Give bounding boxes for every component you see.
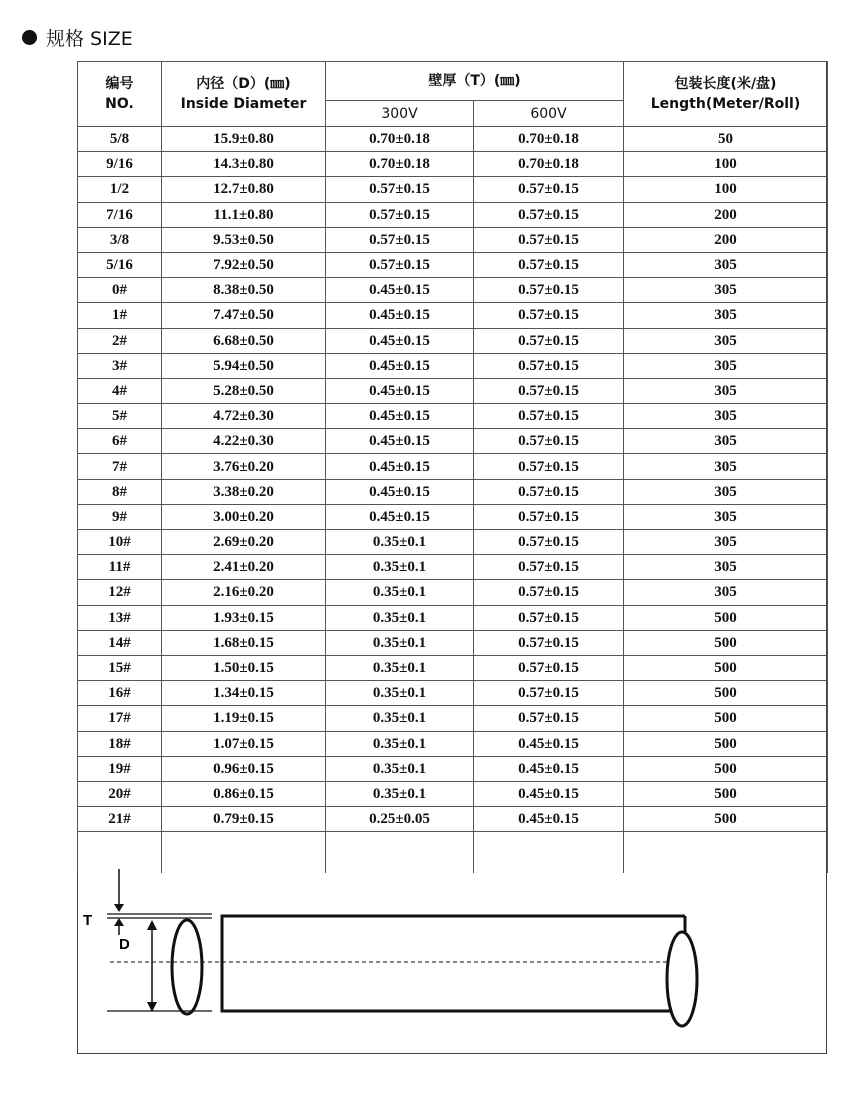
cell-length: 500 <box>624 781 828 806</box>
d-arrow-top <box>147 920 157 930</box>
table-row <box>78 555 828 580</box>
cell-no: 20# <box>78 781 162 806</box>
cell-length: 305 <box>624 303 828 328</box>
cell-no: 6# <box>78 429 162 454</box>
cell-wall-600v: 0.57±0.15 <box>474 404 624 429</box>
label-t: T <box>83 912 93 929</box>
cell-inside-diameter: 1.50±0.15 <box>162 655 326 680</box>
cell-no: 1# <box>78 303 162 328</box>
header-len-cn: 包装长度(米/盘) <box>674 76 777 92</box>
cell-length: 305 <box>624 278 828 303</box>
cell-length: 200 <box>624 202 828 227</box>
cell-wall-600v: 0.57±0.15 <box>474 353 624 378</box>
cell-wall-300v: 0.57±0.15 <box>326 252 474 277</box>
cell-inside-diameter: 0.79±0.15 <box>162 807 326 832</box>
cell-inside-diameter: 2.16±0.20 <box>162 580 326 605</box>
cell-no: 17# <box>78 706 162 731</box>
table-row <box>78 404 828 429</box>
cell-wall-600v: 0.57±0.15 <box>474 555 624 580</box>
table-row <box>78 429 828 454</box>
cell-no: 7# <box>78 454 162 479</box>
table-row <box>78 630 828 655</box>
cell-inside-diameter: 1.68±0.15 <box>162 630 326 655</box>
cell-no: 21# <box>78 807 162 832</box>
table-row <box>78 756 828 781</box>
cell-wall-600v: 0.57±0.15 <box>474 177 624 202</box>
cell-length: 500 <box>624 706 828 731</box>
cell-wall-300v: 0.35±0.1 <box>326 530 474 555</box>
cell-inside-diameter: 1.07±0.15 <box>162 731 326 756</box>
cell-no: 16# <box>78 681 162 706</box>
header-no <box>78 62 162 127</box>
cell-no: 3/8 <box>78 227 162 252</box>
cell-wall-600v: 0.45±0.15 <box>474 756 624 781</box>
header-wall-600v: 600V <box>474 101 624 127</box>
cell-wall-600v: 0.57±0.15 <box>474 202 624 227</box>
cell-length: 200 <box>624 227 828 252</box>
cell-inside-diameter: 4.72±0.30 <box>162 404 326 429</box>
cell-wall-300v: 0.45±0.15 <box>326 404 474 429</box>
cell-wall-600v: 0.57±0.15 <box>474 605 624 630</box>
table-row <box>78 655 828 680</box>
section-title <box>22 24 133 51</box>
cell-no: 14# <box>78 630 162 655</box>
table-row <box>78 127 828 152</box>
cell-wall-300v: 0.45±0.15 <box>326 454 474 479</box>
cell-no: 10# <box>78 530 162 555</box>
cell-length: 305 <box>624 504 828 529</box>
cell-no: 18# <box>78 731 162 756</box>
cell-wall-300v: 0.70±0.18 <box>326 152 474 177</box>
cell-no: 12# <box>78 580 162 605</box>
cell-inside-diameter: 2.41±0.20 <box>162 555 326 580</box>
table-row <box>78 202 828 227</box>
cell-length: 50 <box>624 127 828 152</box>
header-len-en: Length(Meter/Roll) <box>650 96 801 112</box>
cell-inside-diameter: 1.93±0.15 <box>162 605 326 630</box>
table-body <box>78 127 828 874</box>
cell-wall-300v: 0.45±0.15 <box>326 429 474 454</box>
cell-length: 100 <box>624 152 828 177</box>
cell-wall-300v: 0.57±0.15 <box>326 227 474 252</box>
table-row <box>78 303 828 328</box>
bullet-icon <box>22 30 37 45</box>
cell-no: 1/2 <box>78 177 162 202</box>
cell-wall-600v: 0.45±0.15 <box>474 807 624 832</box>
cell-wall-300v: 0.57±0.15 <box>326 202 474 227</box>
cell-no: 7/16 <box>78 202 162 227</box>
header-id-en: Inside Diameter <box>180 96 307 112</box>
table-row <box>78 504 828 529</box>
cell-wall-300v: 0.57±0.15 <box>326 177 474 202</box>
table-row <box>78 252 828 277</box>
cell-length: 500 <box>624 731 828 756</box>
t-arrow-up-head <box>114 918 124 926</box>
cell-length: 305 <box>624 479 828 504</box>
cell-length: 305 <box>624 530 828 555</box>
cell-no: 9/16 <box>78 152 162 177</box>
cell-inside-diameter: 1.19±0.15 <box>162 706 326 731</box>
header-id-cn: 内径（D）(㎜) <box>196 76 291 92</box>
cell-no: 5# <box>78 404 162 429</box>
cell-inside-diameter: 9.53±0.50 <box>162 227 326 252</box>
cell-wall-600v: 0.70±0.18 <box>474 127 624 152</box>
tube-diagram <box>77 857 827 1054</box>
table-row <box>78 731 828 756</box>
cell-inside-diameter: 2.69±0.20 <box>162 530 326 555</box>
header-inside-diameter <box>162 62 326 127</box>
cell-length: 305 <box>624 580 828 605</box>
cell-wall-300v: 0.70±0.18 <box>326 127 474 152</box>
cell-wall-600v: 0.57±0.15 <box>474 530 624 555</box>
cell-length: 100 <box>624 177 828 202</box>
cell-inside-diameter: 3.00±0.20 <box>162 504 326 529</box>
cell-length: 305 <box>624 328 828 353</box>
cell-inside-diameter: 11.1±0.80 <box>162 202 326 227</box>
cell-no: 2# <box>78 328 162 353</box>
header-no-en: NO. <box>105 96 134 112</box>
cell-wall-300v: 0.45±0.15 <box>326 378 474 403</box>
cell-wall-600v: 0.70±0.18 <box>474 152 624 177</box>
cell-wall-300v: 0.45±0.15 <box>326 504 474 529</box>
cell-inside-diameter: 7.92±0.50 <box>162 252 326 277</box>
cell-inside-diameter: 15.9±0.80 <box>162 127 326 152</box>
label-d: D <box>119 936 130 953</box>
table-row <box>78 278 828 303</box>
cell-length: 500 <box>624 605 828 630</box>
cell-length: 500 <box>624 630 828 655</box>
header-length <box>624 62 828 127</box>
cell-wall-300v: 0.35±0.1 <box>326 580 474 605</box>
cell-wall-300v: 0.25±0.05 <box>326 807 474 832</box>
tube-body <box>222 916 685 1011</box>
cell-length: 305 <box>624 429 828 454</box>
cell-inside-diameter: 5.94±0.50 <box>162 353 326 378</box>
cell-wall-600v: 0.57±0.15 <box>474 454 624 479</box>
cell-wall-600v: 0.57±0.15 <box>474 580 624 605</box>
table-row <box>78 781 828 806</box>
table-row <box>78 378 828 403</box>
cell-wall-600v: 0.57±0.15 <box>474 303 624 328</box>
cell-length: 305 <box>624 378 828 403</box>
table-row <box>78 454 828 479</box>
header-wall-300v: 300V <box>326 101 474 127</box>
cell-inside-diameter: 7.47±0.50 <box>162 303 326 328</box>
cell-inside-diameter: 6.68±0.50 <box>162 328 326 353</box>
cell-wall-600v: 0.57±0.15 <box>474 681 624 706</box>
cell-wall-600v: 0.57±0.15 <box>474 227 624 252</box>
cell-wall-600v: 0.45±0.15 <box>474 731 624 756</box>
section-title-text: 规格 SIZE <box>46 28 133 50</box>
table-row <box>78 177 828 202</box>
table-row <box>78 152 828 177</box>
cell-wall-300v: 0.35±0.1 <box>326 605 474 630</box>
cell-wall-300v: 0.45±0.15 <box>326 328 474 353</box>
cell-wall-300v: 0.45±0.15 <box>326 353 474 378</box>
table-row <box>78 580 828 605</box>
cell-inside-diameter: 4.22±0.30 <box>162 429 326 454</box>
cell-wall-300v: 0.35±0.1 <box>326 630 474 655</box>
cell-inside-diameter: 1.34±0.15 <box>162 681 326 706</box>
tube-diagram-svg <box>77 857 827 1054</box>
cell-no: 9# <box>78 504 162 529</box>
cell-inside-diameter: 12.7±0.80 <box>162 177 326 202</box>
cell-wall-300v: 0.35±0.1 <box>326 706 474 731</box>
cell-no: 11# <box>78 555 162 580</box>
cell-inside-diameter: 3.76±0.20 <box>162 454 326 479</box>
cell-wall-300v: 0.45±0.15 <box>326 278 474 303</box>
cell-wall-300v: 0.35±0.1 <box>326 681 474 706</box>
cell-wall-300v: 0.35±0.1 <box>326 781 474 806</box>
cell-length: 500 <box>624 681 828 706</box>
cell-wall-600v: 0.57±0.15 <box>474 278 624 303</box>
cell-inside-diameter: 0.96±0.15 <box>162 756 326 781</box>
cell-inside-diameter: 0.86±0.15 <box>162 781 326 806</box>
cell-no: 4# <box>78 378 162 403</box>
cell-wall-600v: 0.57±0.15 <box>474 655 624 680</box>
header-wall: 壁厚（T）(㎜) <box>326 62 624 101</box>
cell-length: 305 <box>624 404 828 429</box>
cell-inside-diameter: 5.28±0.50 <box>162 378 326 403</box>
cell-length: 305 <box>624 353 828 378</box>
cell-wall-300v: 0.35±0.1 <box>326 731 474 756</box>
cell-no: 5/16 <box>78 252 162 277</box>
cell-length: 305 <box>624 454 828 479</box>
tube-left-end <box>172 920 202 1014</box>
cell-length: 305 <box>624 555 828 580</box>
table-row <box>78 706 828 731</box>
cell-length: 305 <box>624 252 828 277</box>
t-arrow-head <box>114 904 124 912</box>
table-row <box>78 530 828 555</box>
table-row <box>78 807 828 832</box>
cell-no: 3# <box>78 353 162 378</box>
cell-wall-600v: 0.57±0.15 <box>474 328 624 353</box>
cell-wall-600v: 0.57±0.15 <box>474 706 624 731</box>
cell-wall-300v: 0.35±0.1 <box>326 555 474 580</box>
cell-length: 500 <box>624 756 828 781</box>
cell-no: 13# <box>78 605 162 630</box>
table-row <box>78 479 828 504</box>
cell-inside-diameter: 3.38±0.20 <box>162 479 326 504</box>
cell-inside-diameter: 14.3±0.80 <box>162 152 326 177</box>
cell-wall-600v: 0.57±0.15 <box>474 479 624 504</box>
cell-wall-600v: 0.57±0.15 <box>474 630 624 655</box>
tube-right-end <box>667 932 697 1026</box>
cell-length: 500 <box>624 807 828 832</box>
cell-wall-300v: 0.35±0.1 <box>326 756 474 781</box>
table-row <box>78 605 828 630</box>
header-no-cn: 编号 <box>105 76 134 92</box>
cell-wall-600v: 0.57±0.15 <box>474 378 624 403</box>
cell-inside-diameter: 8.38±0.50 <box>162 278 326 303</box>
table-row <box>78 353 828 378</box>
size-table <box>77 61 828 873</box>
cell-length: 500 <box>624 655 828 680</box>
cell-wall-600v: 0.57±0.15 <box>474 504 624 529</box>
cell-wall-600v: 0.57±0.15 <box>474 252 624 277</box>
cell-wall-600v: 0.45±0.15 <box>474 781 624 806</box>
cell-no: 8# <box>78 479 162 504</box>
cell-wall-300v: 0.45±0.15 <box>326 303 474 328</box>
cell-wall-300v: 0.35±0.1 <box>326 655 474 680</box>
table-row <box>78 681 828 706</box>
cell-no: 0# <box>78 278 162 303</box>
cell-no: 5/8 <box>78 127 162 152</box>
cell-no: 19# <box>78 756 162 781</box>
cell-wall-300v: 0.45±0.15 <box>326 479 474 504</box>
cell-no: 15# <box>78 655 162 680</box>
table-row <box>78 227 828 252</box>
table-row <box>78 328 828 353</box>
cell-wall-600v: 0.57±0.15 <box>474 429 624 454</box>
